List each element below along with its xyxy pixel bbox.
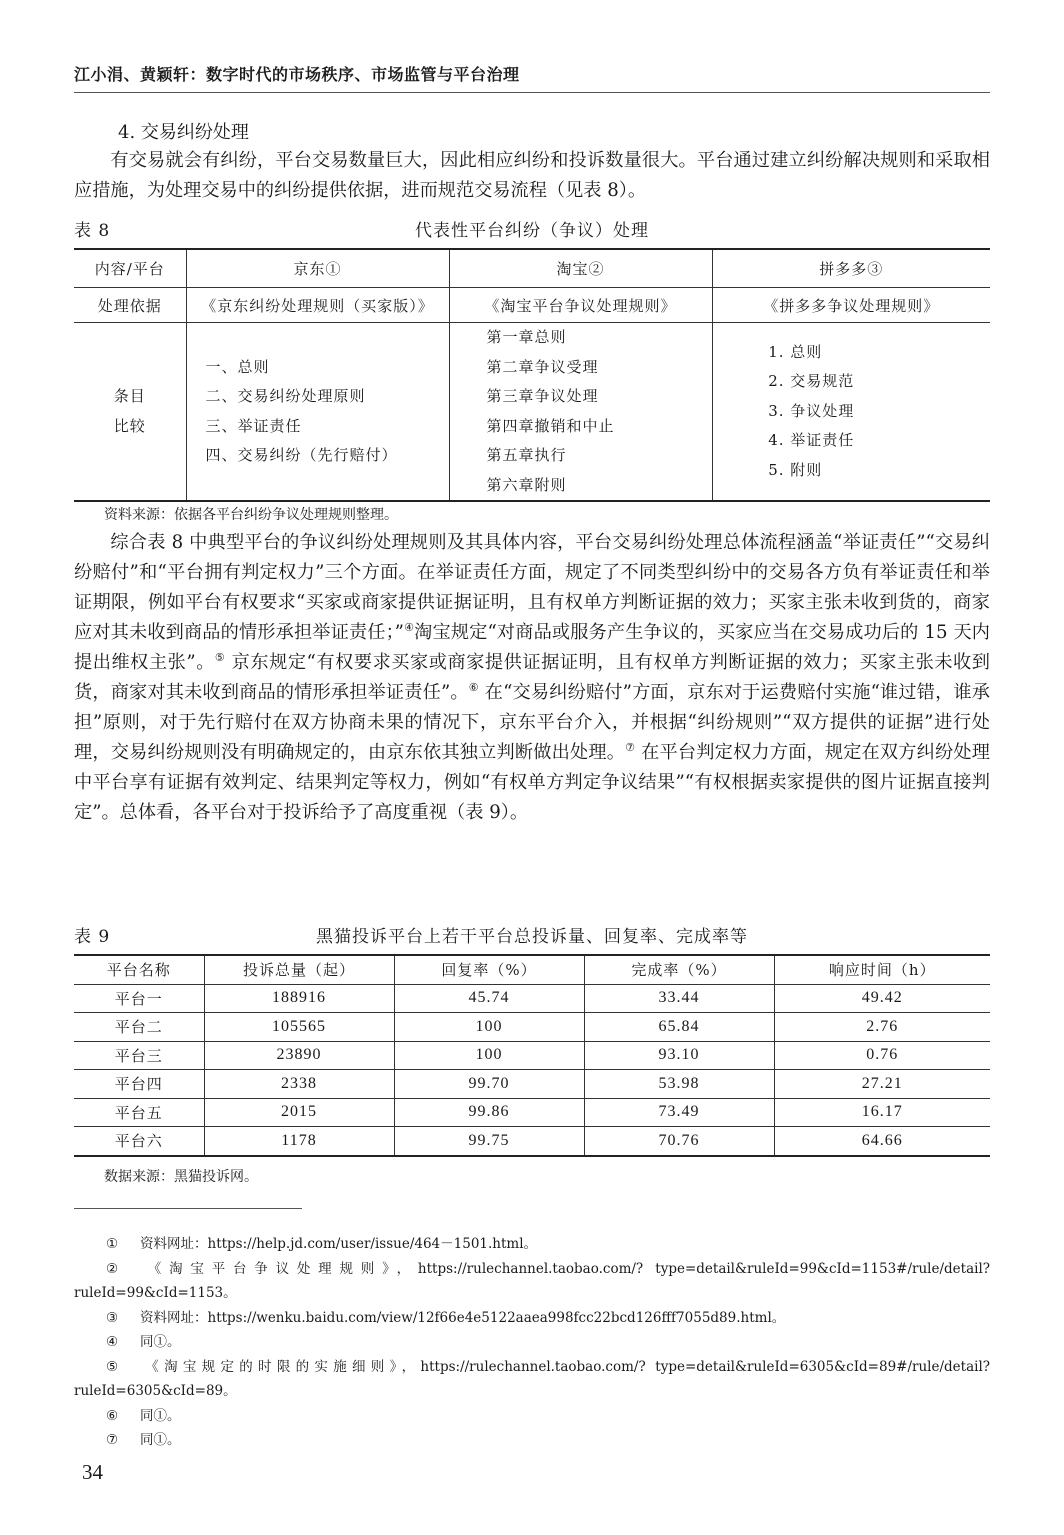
taobao-items-list	[486, 323, 614, 500]
table-cell: 平台四	[74, 1070, 204, 1099]
table-cell: 平台六	[74, 1127, 204, 1156]
footnote	[74, 1232, 990, 1257]
footnote-text: 同①。	[140, 1432, 181, 1448]
table-row	[74, 1070, 990, 1099]
table-row	[74, 1013, 990, 1042]
footnote-mark: ⑤	[106, 1358, 119, 1375]
footnote	[74, 1306, 990, 1331]
footnote-ref-7[interactable]: ⑦	[625, 740, 636, 754]
body-text: 在平台判定权力方面，规定在双方纠纷处理中平台享有证据有效判定、结果判定等权力，例如“有权单方判定争议结果”“有权根据卖家提供的图片证据直接判定”。总体看，各平台对于投诉给予了高度重视（表 9）。	[74, 742, 990, 823]
footnote-mark: ③	[106, 1309, 119, 1326]
table8-label-line: 条目	[113, 387, 146, 405]
list-item: 第一章总则	[486, 328, 567, 346]
table8-header-cell: 淘宝②	[449, 249, 712, 288]
table-cell: 105565	[204, 1013, 394, 1042]
list-item: 1. 总则	[768, 342, 823, 361]
footnote-ref-4[interactable]: ④	[404, 620, 415, 634]
table8-header-row	[74, 249, 990, 288]
table-cell: 99.70	[394, 1070, 584, 1099]
intro-paragraph: 有交易就会有纠纷，平台交易数量巨大，因此相应纠纷和投诉数量很大。平台通过建立纠纷解决规则和采取相应措施，为处理交易中的纠纷提供依据，进而规范交易流程（见表 8）。	[74, 150, 990, 201]
footnote	[74, 1257, 990, 1306]
footnote-text: 同①。	[140, 1407, 181, 1424]
footnote-text: 资料网址：https://wenku.baidu.com/view/12f66e4e5122aaea998fcc22bcd126fff7055d89.html。	[140, 1309, 786, 1326]
footnote-mark: ④	[106, 1334, 119, 1350]
table-cell: 2015	[204, 1098, 394, 1127]
table-cell: 100	[394, 1013, 584, 1042]
header-rule	[74, 92, 990, 93]
table-cell: 93.10	[584, 1041, 774, 1070]
table8-cell	[449, 323, 712, 502]
table9-title: 黑猫投诉平台上若干平台总投诉量、回复率、完成率等	[316, 927, 748, 947]
list-item: 第二章争议受理	[486, 357, 599, 376]
table-cell: 1178	[204, 1127, 394, 1156]
table8-row-label: 处理依据	[74, 288, 186, 323]
list-item: 4. 举证责任	[768, 431, 855, 450]
table8-row-label	[74, 323, 186, 502]
body-text: 淘宝规定“对商品或服务产生争议的，买家应当在交易成功后的 15 天内提出维权主张”。	[74, 622, 990, 673]
table8-header-cell: 京东①	[186, 249, 449, 288]
table-cell: 27.21	[774, 1070, 990, 1099]
footnote-ref-6[interactable]: ⑥	[468, 680, 479, 694]
table-cell: 99.75	[394, 1127, 584, 1156]
list-item: 三、举证责任	[205, 416, 302, 435]
table-row	[74, 1127, 990, 1156]
table-row	[74, 1041, 990, 1070]
table8-cell: 《拼多多争议处理规则》	[712, 288, 990, 323]
table-cell: 100	[394, 1041, 584, 1070]
table-cell: 65.84	[584, 1013, 774, 1042]
table-cell: 23890	[204, 1041, 394, 1070]
list-item: 5. 附则	[768, 460, 823, 479]
table-cell: 73.49	[584, 1098, 774, 1127]
table9-header-row	[74, 955, 990, 984]
table-cell: 平台二	[74, 1013, 204, 1042]
table-cell: 33.44	[584, 984, 774, 1013]
table8-title: 代表性平台纠纷（争议）处理	[415, 221, 649, 241]
pdd-items-list	[768, 338, 854, 486]
table-cell: 16.17	[774, 1098, 990, 1127]
body-text: 综合表 8 中典型平台的争议纠纷处理规则及其具体内容，平台交易纠纷处理总体流程涵盖“举证责任”“交易纠纷赔付”和“平台拥有判定权力”三个方面。在举证责任方面，规定了不同类型纠纷中的交易各方负有举证责任和举证期限，例如平台有权要求“买家或商家提供证据证明，且有权单方判断证据的效力；买家主张未收到货的，商家应对其未收到商品的情形承担举证责任；”	[74, 532, 990, 643]
table9	[74, 954, 990, 1157]
list-item: 一、总则	[205, 357, 270, 376]
footnote	[74, 1355, 990, 1404]
list-item: 第六章附则	[486, 475, 567, 494]
table-cell: 64.66	[774, 1127, 990, 1156]
table9-header-cell: 平台名称	[74, 955, 204, 984]
table-cell: 53.98	[584, 1070, 774, 1099]
table9-source-note: 数据来源：黑猫投诉网。	[104, 1169, 258, 1185]
section-heading: 4. 交易纠纷处理	[118, 122, 249, 143]
footnote-mark: ①	[106, 1236, 119, 1252]
body-text: 京东规定“有权要求买家或商家提供证据证明，且有权单方判断证据的效力；买家主张未收到货，商家对其未收到商品的情形承担举证责任”。	[74, 652, 990, 703]
table-cell: 70.76	[584, 1127, 774, 1156]
footnote-text: 《淘宝规定的时限的实施细则》，https://rulechannel.taobao.com/? type=detail&ruleId=6305&cId=89#/rule/detail? ruleId=6305&cId=89。	[74, 1358, 990, 1399]
table8-number: 表 8	[74, 221, 111, 241]
footnote	[74, 1404, 990, 1429]
table8-label-line: 比较	[113, 416, 146, 435]
list-item: 3. 争议处理	[768, 401, 855, 420]
table-cell: 99.86	[394, 1098, 584, 1127]
list-item: 第三章争议处理	[486, 387, 599, 405]
table8	[74, 248, 990, 502]
list-item: 第五章执行	[486, 446, 567, 464]
table-cell: 2.76	[774, 1013, 990, 1042]
table9-number: 表 9	[74, 927, 111, 947]
table8-items-row	[74, 323, 990, 502]
table-cell: 2338	[204, 1070, 394, 1099]
footnote-ref-5[interactable]: ⑤	[214, 650, 226, 664]
list-item: 二、交易纠纷处理原则	[205, 387, 366, 405]
footnote-mark: ⑥	[106, 1407, 119, 1424]
body-text: 在“交易纠纷赔付”方面，京东对于运费赔付实施“谁过错，谁承担”原则，对于先行赔付在双方协商未果的情况下，京东平台介入，并根据“纠纷规则”“双方提供的证据”进行处理，交易纠纷规则没有明确规定的，由京东依其独立判断做出处理。	[74, 682, 990, 763]
footnote	[74, 1330, 990, 1355]
table-cell: 平台一	[74, 984, 204, 1013]
footnote	[74, 1428, 990, 1453]
footnote-mark: ②	[106, 1260, 119, 1277]
table8-cell	[712, 323, 990, 502]
table8-header-cell: 内容/平台	[74, 249, 186, 288]
table-cell: 平台三	[74, 1041, 204, 1070]
table9-header-cell: 投诉总量（起）	[204, 955, 394, 984]
table8-header-cell: 拼多多③	[712, 249, 990, 288]
table9-header-cell: 完成率（%）	[584, 955, 774, 984]
jd-items-list	[205, 353, 397, 471]
table-cell: 49.42	[774, 984, 990, 1013]
footnote-text: 资料网址：https://help.jd.com/user/issue/464－1501.html。	[140, 1236, 538, 1252]
footnotes	[74, 1232, 990, 1453]
footnote-rule	[74, 1208, 302, 1209]
footnote-text: 《淘宝平台争议处理规则》，https://rulechannel.taobao.com/? type=detail&ruleId=99&cId=1153#/rule/detail? ruleId=99&cId=1153。	[74, 1260, 990, 1301]
table8-basis-row	[74, 288, 990, 323]
table8-cell: 《淘宝平台争议处理规则》	[449, 288, 712, 323]
table-cell: 0.76	[774, 1041, 990, 1070]
table8-cell	[186, 323, 449, 502]
footnote-text: 同①。	[140, 1334, 181, 1350]
table8-source-note: 资料来源：依据各平台纠纷争议处理规则整理。	[104, 507, 398, 523]
list-item: 第四章撤销和中止	[486, 416, 615, 435]
table-cell: 188916	[204, 984, 394, 1013]
table8-cell: 《京东纠纷处理规则（买家版）》	[186, 288, 449, 323]
table9-header-cell: 响应时间（h）	[774, 955, 990, 984]
list-item: 四、交易纠纷（先行赔付）	[205, 446, 398, 464]
running-header: 江小涓、黄颖轩：数字时代的市场秩序、市场监管与平台治理	[74, 65, 520, 84]
analysis-paragraph	[74, 528, 990, 828]
table9-header-cell: 回复率（%）	[394, 955, 584, 984]
footnote-mark: ⑦	[106, 1432, 119, 1448]
table-row	[74, 1098, 990, 1127]
table-cell: 平台五	[74, 1098, 204, 1127]
table-row	[74, 984, 990, 1013]
list-item: 2. 交易规范	[768, 372, 855, 391]
page-number: 34	[82, 1460, 103, 1484]
table-cell: 45.74	[394, 984, 584, 1013]
